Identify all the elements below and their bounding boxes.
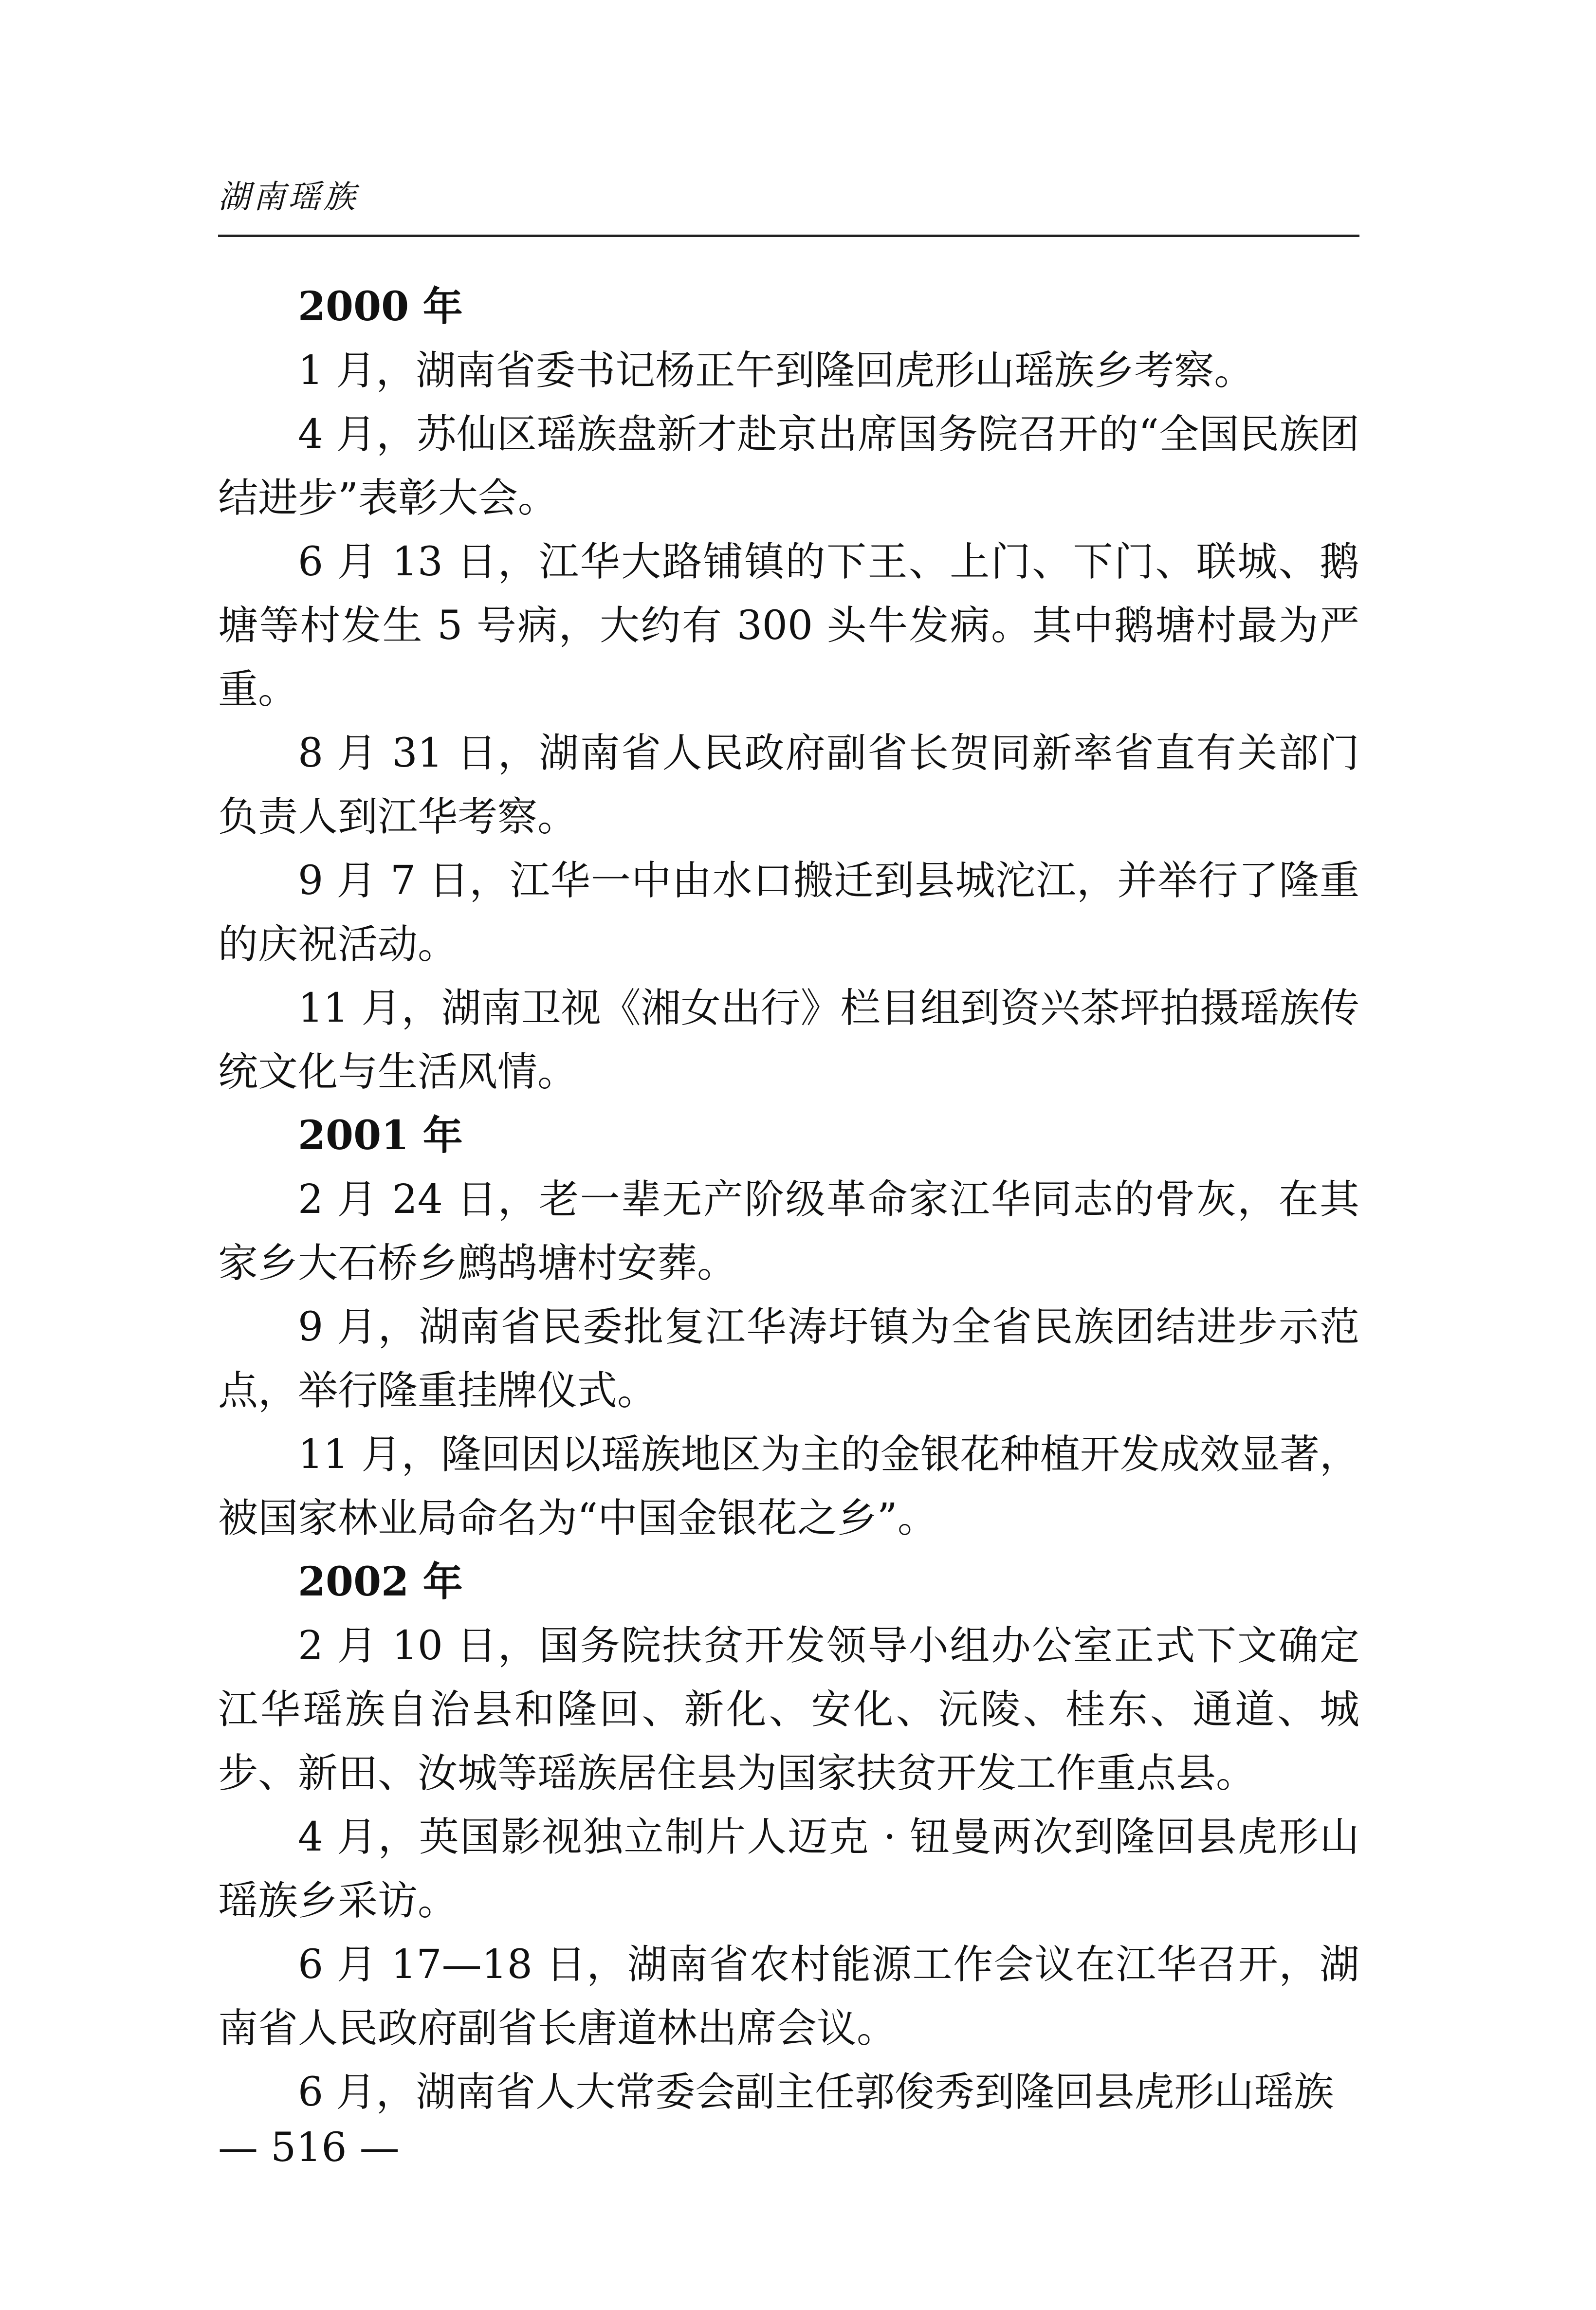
running-header-title: 湖南瑶族 [218,178,358,216]
chronology-entry: 11 月，湖南卫视《湘女出行》栏目组到资兴茶坪拍摄瑶族传统文化与生活风情。 [218,985,1359,1095]
chronology-entry: 2 月 24 日，老一辈无产阶级革命家江华同志的骨灰，在其家乡大石桥乡鹧鸪塘村安葬。 [218,1176,1359,1286]
page-number: — 516 — [218,2125,400,2171]
chronology-entry: 9 月，湖南省民委批复江华涛圩镇为全省民族团结进步示范点，举行隆重挂牌仪式。 [218,1304,1359,1414]
chronology-entry: 4 月，苏仙区瑶族盘新才赴京出席国务院召开的“全国民族团结进步”表彰大会。 [218,411,1359,521]
chronology-text [218,275,1359,2124]
chronology-entry: 11 月，隆回因以瑶族地区为主的金银花种植开发成效显著，被国家林业局命名为“中国金银花之乡”。 [218,1431,1359,1541]
header-divider [218,235,1359,237]
chronology-entry: 2 月 10 日，国务院扶贫开发领导小组办公室正式下文确定江华瑶族自治县和隆回、新化、安化、沅陵、桂东、通道、城步、新田、汝城等瑶族居住县为国家扶贫开发工作重点县。 [218,1623,1359,1797]
chronology-entry: 4 月，英国影视独立制片人迈克 · 钮曼两次到隆回县虎形山瑶族乡采访。 [218,1814,1359,1924]
chronology-entry: 1 月，湖南省委书记杨正午到隆回虎形山瑶族乡考察。 [298,348,1254,394]
chronology-entry: 8 月 31 日，湖南省人民政府副省长贺同新率省直有关部门负责人到江华考察。 [218,730,1359,840]
year-heading-2001: 2001 年 [298,1112,463,1159]
chronology-entry: 6 月 17—18 日，湖南省农村能源工作会议在江华召开，湖南省人民政府副省长唐道林出席会议。 [218,1942,1359,2052]
year-heading-2002: 2002 年 [298,1558,463,1605]
chronology-entry: 6 月，湖南省人大常委会副主任郭俊秀到隆回县虎形山瑶族 [298,2069,1334,2115]
chronology-entry: 9 月 7 日，江华一中由水口搬迁到县城沱江，并举行了隆重的庆祝活动。 [218,858,1359,968]
year-heading-2000: 2000 年 [298,283,463,330]
chronology-entry: 6 月 13 日，江华大路铺镇的下王、上门、下门、联城、鹅塘等村发生 5 号病，大约有 300 头牛发病。其中鹅塘村最为严重。 [218,539,1359,713]
